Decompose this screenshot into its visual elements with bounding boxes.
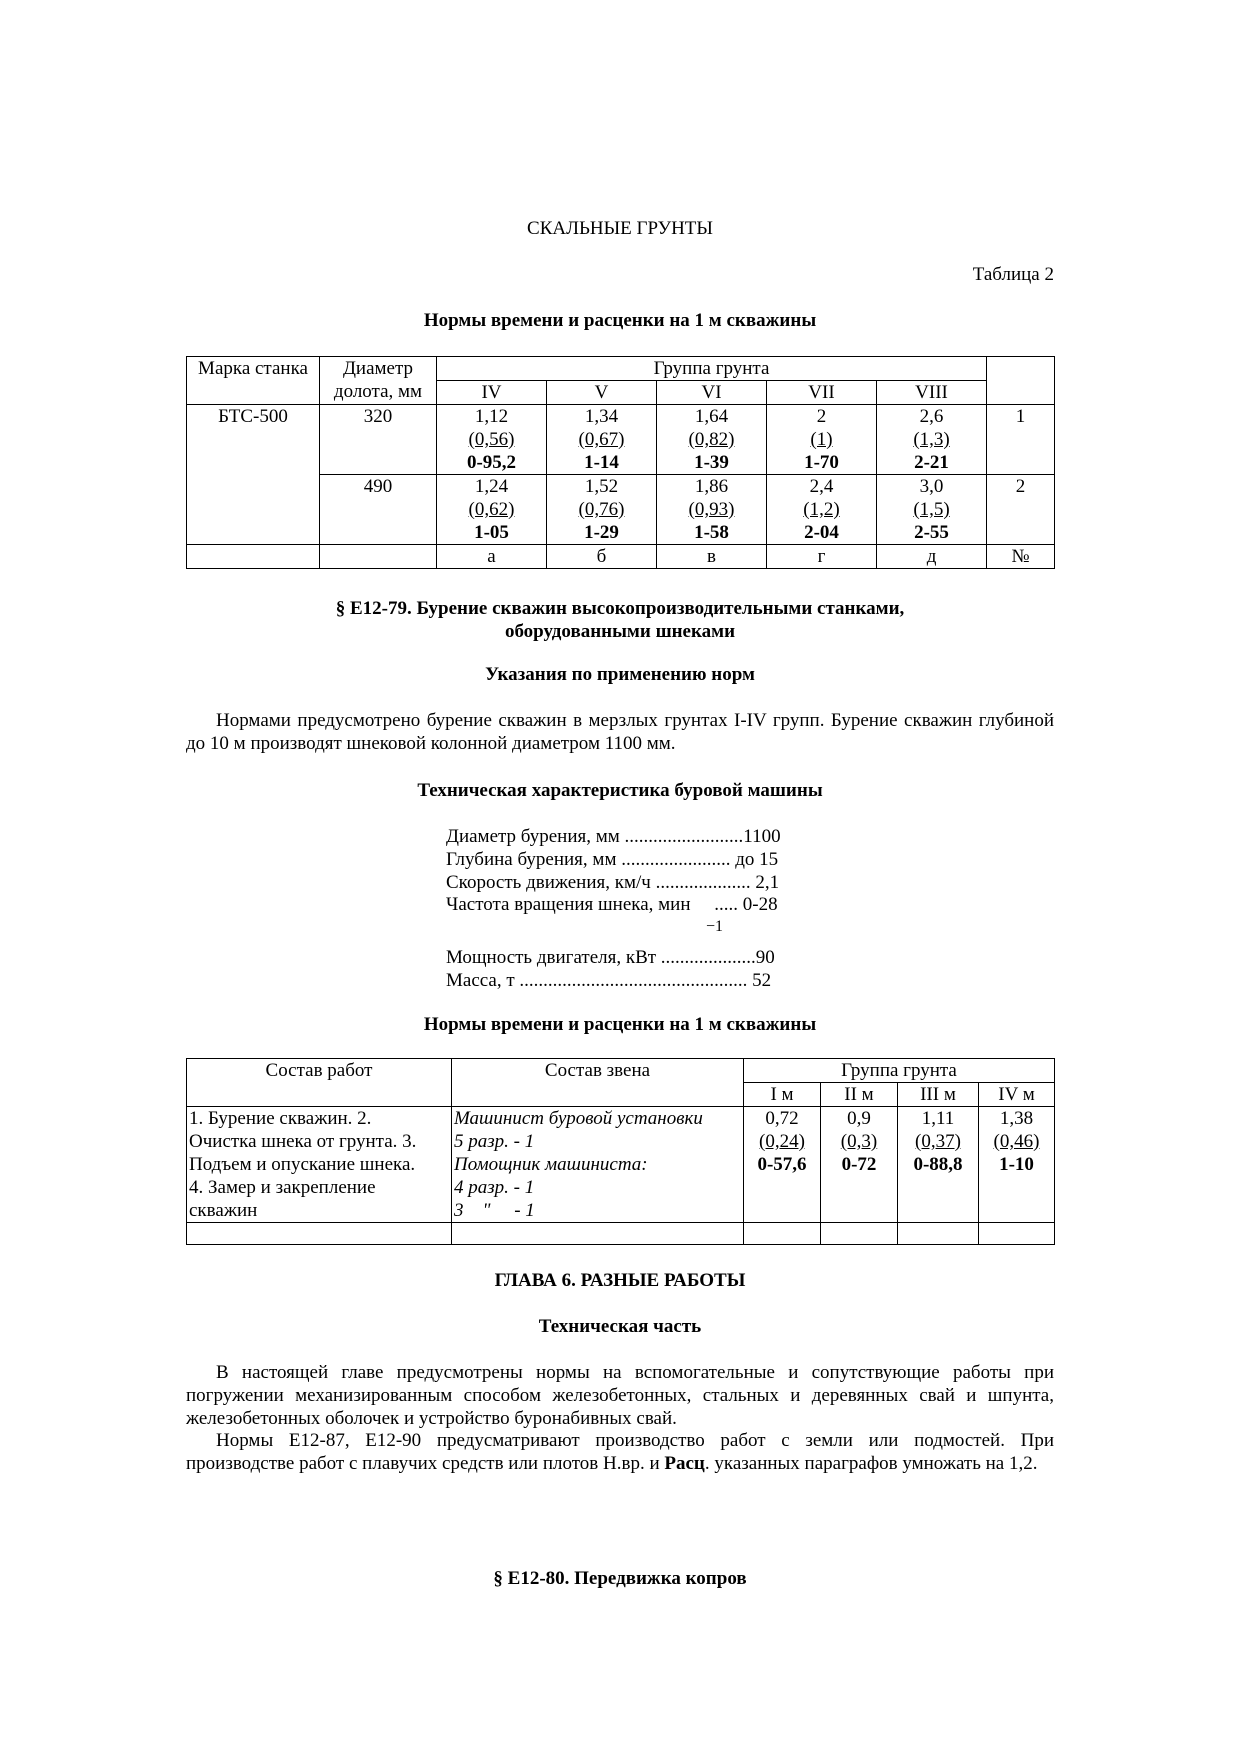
tech-title: Техническая характеристика буровой машины bbox=[417, 780, 823, 801]
spec-line: Диаметр бурения, мм .........................1100 bbox=[446, 826, 781, 847]
norm-cell: 2,4 (1,2) 2-04 bbox=[767, 475, 877, 545]
diameter-cell: 490 bbox=[320, 475, 437, 545]
norm-cell: 1,52 (0,76) 1-29 bbox=[547, 475, 657, 545]
footer-cell: в bbox=[657, 545, 767, 569]
crew-cell: Машинист буровой установки 5 разр. - 1 Помощник машиниста: 4 разр. - 1 3 " - 1 bbox=[452, 1107, 744, 1223]
table2-title: Нормы времени и расценки на 1 м скважины bbox=[423, 1014, 817, 1035]
table1 bbox=[186, 356, 1054, 569]
table2 bbox=[186, 1058, 1054, 1245]
heading: СКАЛЬНЫЕ ГРУНТЫ bbox=[527, 218, 713, 239]
norm-cell: 0,9 (0,3) 0-72 bbox=[821, 1107, 898, 1223]
group-header: IV м bbox=[979, 1083, 1055, 1107]
diameter-cell: 320 bbox=[320, 405, 437, 475]
spec-line: Масса, т ................................................ 52 bbox=[446, 969, 772, 991]
norm-cell: 1,11 (0,37) 0-88,8 bbox=[898, 1107, 979, 1223]
norm-cell: 3,0 (1,5) 2-55 bbox=[877, 475, 987, 545]
section79-paragraph: Нормами предусмотрено бурение скважин в мерзлых грунтах I-IV групп. Бурение скважин глубиной до 10 м производят шнековой колонной диаметром 1100 мм. bbox=[186, 710, 1054, 754]
section80-title: § Е12-80. Передвижка копров bbox=[493, 1568, 747, 1589]
group-header: II м bbox=[821, 1083, 898, 1107]
footer-cell: д bbox=[877, 545, 987, 569]
table-empty-row bbox=[187, 1223, 1055, 1245]
table-row bbox=[187, 1107, 1055, 1223]
norm-cell: 2 (1) 1-70 bbox=[767, 405, 877, 475]
footer-cell: № bbox=[987, 545, 1055, 569]
chapter6-paragraph2: Нормы Е12-87, Е12-90 предусматривают производство работ с земли или подмостей. При производстве работ с плавучих средств или плотов Н.вр. и Расц. указанных параграфов умножать на 1,2. bbox=[186, 1430, 1054, 1475]
norm-cell: 1,24 (0,62) 1-05 bbox=[437, 475, 547, 545]
norm-cell: 1,38 (0,46) 1-10 bbox=[979, 1107, 1055, 1223]
row-num: 2 bbox=[987, 475, 1055, 545]
norm-cell: 0,72 (0,24) 0-57,6 bbox=[744, 1107, 821, 1223]
footer-cell: б bbox=[547, 545, 657, 569]
group-header: IV bbox=[437, 381, 547, 405]
spec-list bbox=[446, 826, 826, 993]
group-header: VIII bbox=[877, 381, 987, 405]
footer-cell: г bbox=[767, 545, 877, 569]
header-num bbox=[987, 357, 1055, 405]
spec-line: Мощность двигателя, кВт ....................90 bbox=[446, 947, 775, 969]
header-group: Группа грунта bbox=[744, 1059, 1055, 1083]
row-num: 1 bbox=[987, 405, 1055, 475]
norm-cell: 1,86 (0,93) 1-58 bbox=[657, 475, 767, 545]
spec-line: Глубина бурения, мм ....................... до 15 bbox=[446, 848, 779, 870]
table1-title: Нормы времени и расценки на 1 м скважины bbox=[423, 310, 817, 331]
group-header: VII bbox=[767, 381, 877, 405]
norm-cell: 1,64 (0,82) 1-39 bbox=[657, 405, 767, 475]
header-group: Группа грунта bbox=[437, 357, 987, 381]
table-row bbox=[187, 405, 1055, 475]
norm-cell: 2,6 (1,3) 2-21 bbox=[877, 405, 987, 475]
table-footer-row bbox=[187, 545, 1055, 569]
header-machine: Марка станка bbox=[187, 357, 320, 405]
group-header: VI bbox=[657, 381, 767, 405]
instructions-title: Указания по применению норм bbox=[485, 664, 755, 685]
chapter6-text bbox=[186, 1362, 1054, 1476]
chapter6-title: ГЛАВА 6. РАЗНЫЕ РАБОТЫ bbox=[494, 1270, 746, 1291]
machine-cell: БТС-500 bbox=[187, 405, 320, 545]
header-diameter: Диаметр долота, мм bbox=[320, 357, 437, 405]
group-header: III м bbox=[898, 1083, 979, 1107]
header-crew: Состав звена bbox=[452, 1059, 744, 1107]
norm-cell: 1,12 (0,56) 0-95,2 bbox=[437, 405, 547, 475]
chapter6-subtitle: Техническая часть bbox=[538, 1316, 702, 1337]
group-header: I м bbox=[744, 1083, 821, 1107]
section79-title: § Е12-79. Бурение скважин высокопроизводительными станками, оборудованными шнеками bbox=[335, 598, 905, 642]
table-label: Таблица 2 bbox=[972, 264, 1054, 285]
norm-cell: 1,34 (0,67) 1-14 bbox=[547, 405, 657, 475]
spec-line: Скорость движения, км/ч .................... 2,1 bbox=[446, 871, 780, 893]
footer-cell: а bbox=[437, 545, 547, 569]
spec-line: Частота вращения шнека, мин ..... 0-28 bbox=[446, 894, 778, 916]
spec-superscript: −1 bbox=[706, 918, 724, 936]
chapter6-paragraph1: В настоящей главе предусмотрены нормы на вспомогательные и сопутствующие работы при погружении механизированным способом железобетонных, стальных и деревянных свай и шпунта, железобетонных оболочек и устройство буронабивных свай. bbox=[186, 1362, 1054, 1429]
work-cell: 1. Бурение скважин. 2. Очистка шнека от грунта. 3. Подъем и опускание шнека. 4. Замер и закрепление скважин bbox=[187, 1107, 452, 1223]
group-header: V bbox=[547, 381, 657, 405]
header-work: Состав работ bbox=[187, 1059, 452, 1107]
